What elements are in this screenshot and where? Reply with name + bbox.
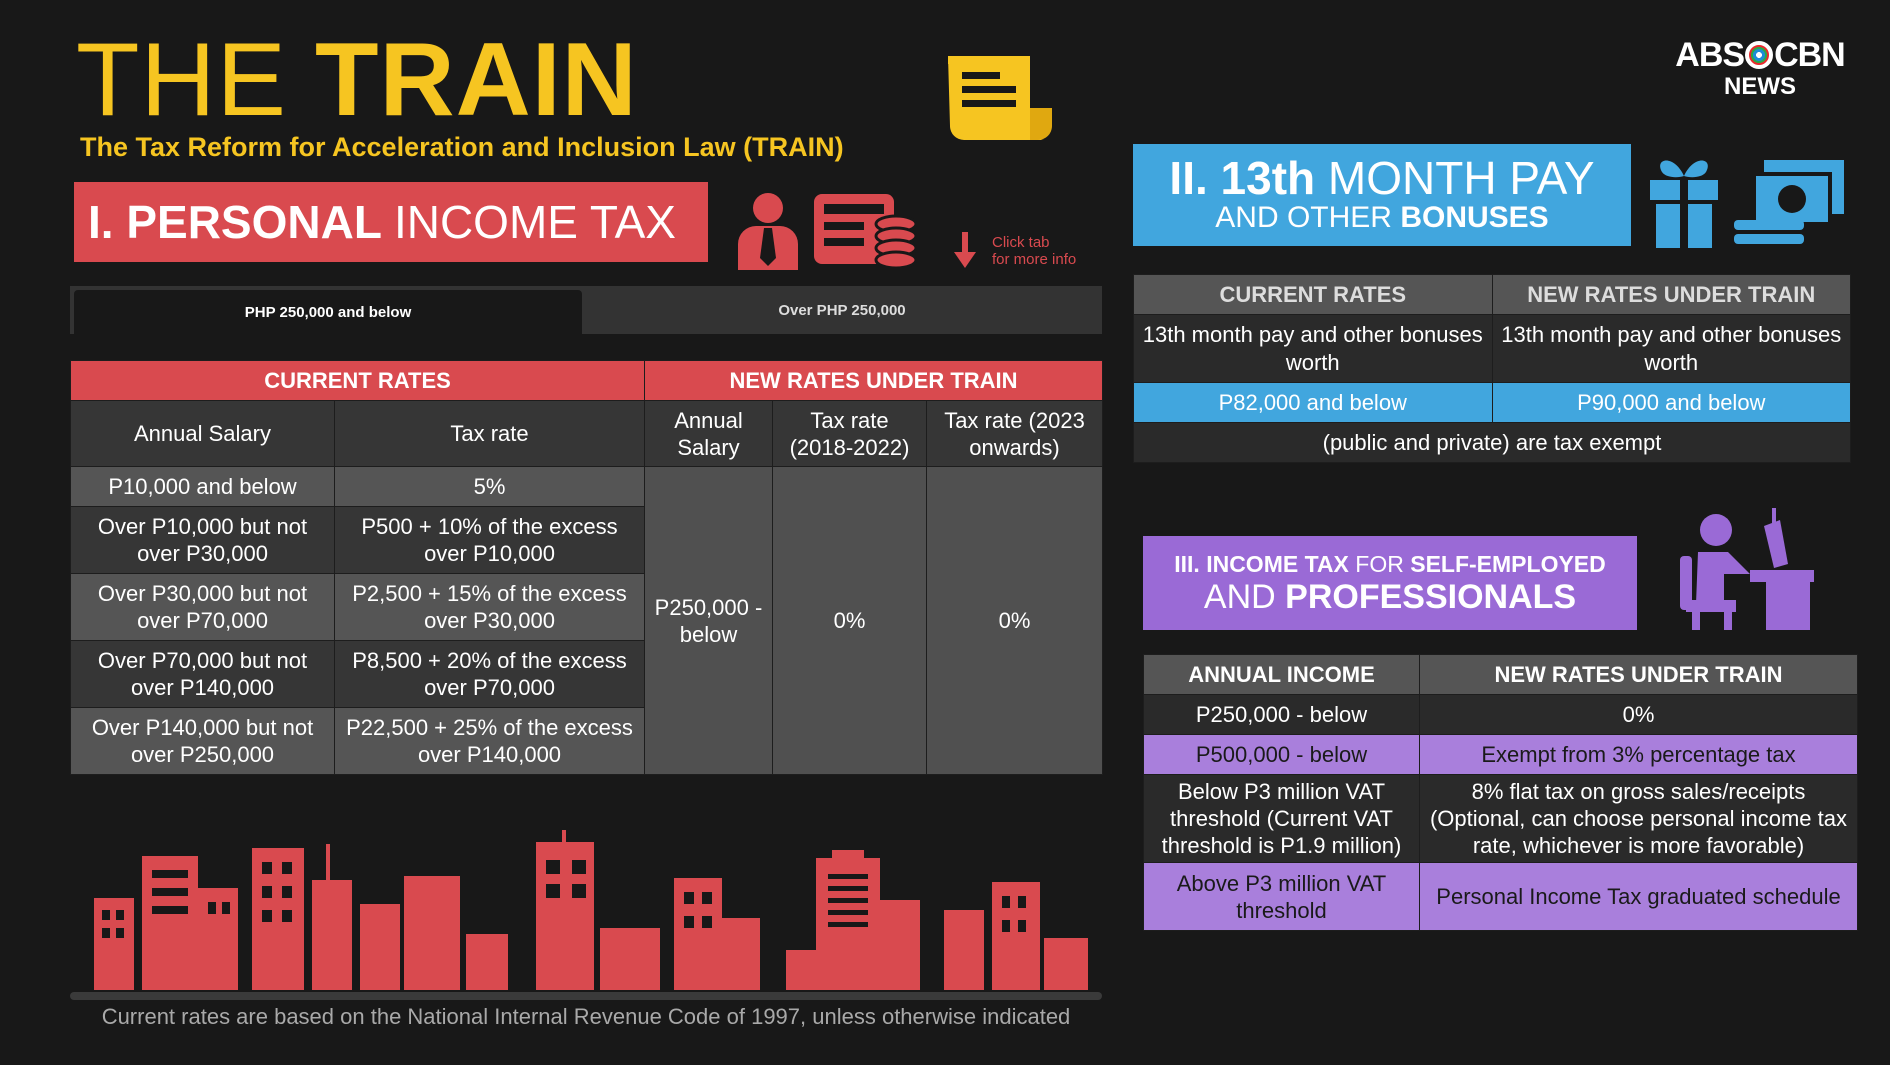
down-arrow-icon: [954, 232, 976, 268]
table-cell: P250,000 - below: [645, 467, 773, 775]
personal-income-tax-table: [70, 360, 1102, 775]
city-skyline: [86, 830, 1096, 990]
table-cell: Above P3 million VAT threshold: [1144, 863, 1420, 931]
table-cell: (public and private) are tax exempt: [1134, 423, 1851, 463]
gift-icon: [1648, 152, 1720, 248]
table-cell: Over P140,000 but not over P250,000: [71, 708, 335, 775]
column-header: CURRENT RATES: [1134, 275, 1493, 315]
section-personal-income-tax-banner: I. PERSONAL INCOME TAX: [74, 182, 708, 262]
cash-icon: [1734, 160, 1846, 250]
table-cell: 13th month pay and other bonuses worth: [1492, 315, 1851, 383]
column-header: Tax rate (2023 onwards): [927, 401, 1103, 467]
table-row: [71, 467, 1103, 507]
section-13th-month-pay-banner: II. 13th MONTH PAY AND OTHER BONUSES: [1133, 144, 1631, 246]
table-cell: Over P10,000 but not over P30,000: [71, 507, 335, 574]
table-row: [1134, 383, 1851, 423]
person-icon: [734, 190, 802, 270]
tab-over-250k[interactable]: Over PHP 250,000: [778, 301, 906, 319]
table-cell: Personal Income Tax graduated schedule: [1420, 863, 1858, 931]
current-rates-header: CURRENT RATES: [71, 361, 645, 401]
table-cell: 0%: [773, 467, 927, 775]
table-row: [1134, 423, 1851, 463]
scroll-icon: [940, 48, 1060, 148]
table-cell: P90,000 and below: [1492, 383, 1851, 423]
table-cell: P82,000 and below: [1134, 383, 1493, 423]
column-header: Annual Salary: [71, 401, 335, 467]
table-cell: P500,000 - below: [1144, 735, 1420, 775]
table-cell: P2,500 + 15% of the excess over P30,000: [335, 574, 645, 641]
table-cell: 13th month pay and other bonuses worth: [1134, 315, 1493, 383]
table-row: [1144, 695, 1858, 735]
column-header: NEW RATES UNDER TRAIN: [1420, 655, 1858, 695]
page-title: THE TRAIN: [76, 22, 638, 138]
desk-worker-icon: [1676, 504, 1816, 630]
column-header: Tax rate (2018-2022): [773, 401, 927, 467]
column-header: NEW RATES UNDER TRAIN: [1492, 275, 1851, 315]
table-cell: Below P3 million VAT threshold (Current VAT threshold is P1.9 million): [1144, 775, 1420, 863]
tab-250k-and-below[interactable]: PHP 250,000 and below: [74, 290, 582, 334]
table-row: [1144, 775, 1858, 863]
table-cell: P8,500 + 20% of the excess over P70,000: [335, 641, 645, 708]
page-subtitle: The Tax Reform for Acceleration and Inclusion Law (TRAIN): [80, 132, 844, 162]
table-row: [1144, 863, 1858, 931]
table-cell: 5%: [335, 467, 645, 507]
table-cell: P22,500 + 25% of the excess over P140,000: [335, 708, 645, 775]
new-rates-header: NEW RATES UNDER TRAIN: [645, 361, 1103, 401]
table-cell: Over P30,000 but not over P70,000: [71, 574, 335, 641]
column-header: Annual Salary: [645, 401, 773, 467]
table-row: [1134, 315, 1851, 383]
ground-line: [70, 992, 1102, 1000]
table-cell: P10,000 and below: [71, 467, 335, 507]
table-cell: Over P70,000 but not over P140,000: [71, 641, 335, 708]
self-employed-tax-table: [1143, 654, 1857, 931]
abs-cbn-news-logo: ABS CBN NEWS: [1675, 36, 1845, 100]
table-row: [1144, 735, 1858, 775]
abs-cbn-eye-icon: [1745, 41, 1773, 69]
table-cell: P500 + 10% of the excess over P10,000: [335, 507, 645, 574]
column-header: ANNUAL INCOME: [1144, 655, 1420, 695]
table-cell: 8% flat tax on gross sales/receipts (Optional, can choose personal income tax rate, whichever is more favorable): [1420, 775, 1858, 863]
table-cell: 0%: [1420, 695, 1858, 735]
table-cell: P250,000 - below: [1144, 695, 1420, 735]
13th-month-pay-table: [1133, 274, 1851, 463]
column-header: Tax rate: [335, 401, 645, 467]
income-tabs: [70, 286, 1102, 334]
table-cell: Exempt from 3% percentage tax: [1420, 735, 1858, 775]
table-cell: 0%: [927, 467, 1103, 775]
money-icon: [812, 184, 920, 272]
footnote: Current rates are based on the National Internal Revenue Code of 1997, unless otherwise indicated: [101, 1004, 1071, 1029]
section-self-employed-banner: III. INCOME TAX FOR SELF-EMPLOYED AND PROFESSIONALS: [1143, 536, 1637, 630]
